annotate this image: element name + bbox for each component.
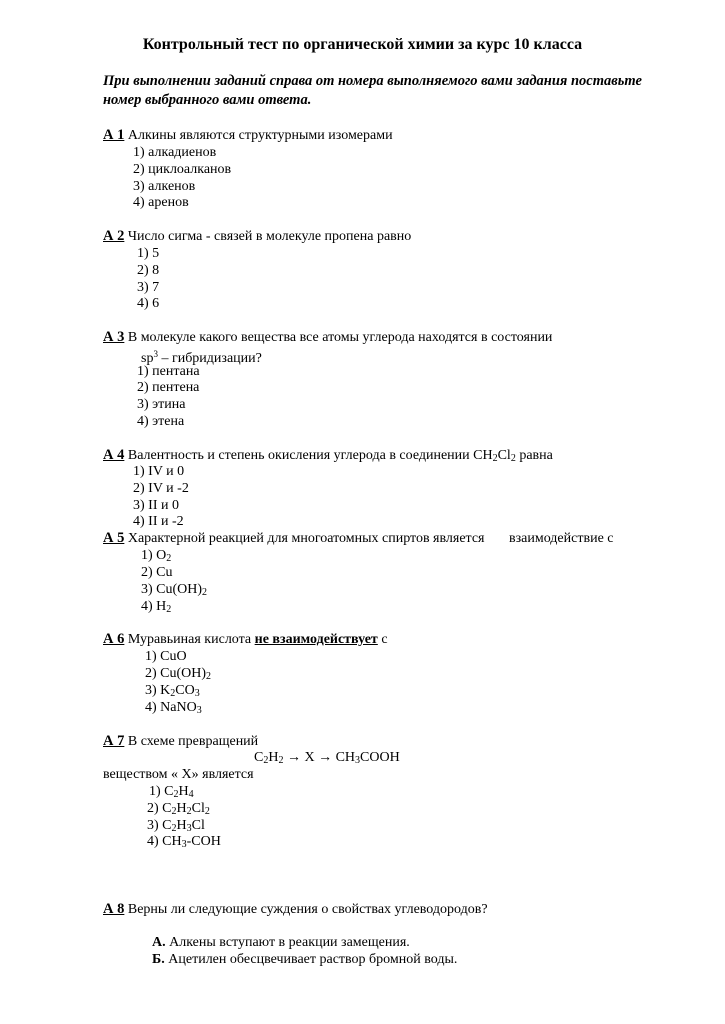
question-a8 bbox=[103, 901, 488, 918]
question-text: В молекуле какого вещества все атомы углерода находятся в состоянии bbox=[127, 330, 553, 345]
reaction-scheme: $C_2H_2 \to X$ → $CH_3COOH$ bbox=[254, 750, 400, 766]
question-text-continued: $sp^3$ – гибридизации? bbox=[141, 349, 262, 366]
instructions bbox=[103, 72, 683, 110]
statement-a: А. Алкены вступают в реакции замещения. bbox=[152, 935, 410, 950]
statement-b: Б. Ацетилен обесцвечивает раствор бромной воды. bbox=[152, 952, 458, 967]
question-a1 bbox=[103, 127, 393, 144]
option: 2) IV и -2 bbox=[133, 481, 189, 496]
option: 2) пентена bbox=[137, 380, 200, 395]
question-text: Муравьиная кислота не взаимодействует с bbox=[127, 632, 388, 647]
option: 3) $K_2CO_3$ bbox=[145, 683, 200, 699]
question-number: А 8 bbox=[103, 901, 125, 917]
instruction-line-1: При выполнении заданий справа от номера выполняемого вами задания поставьте bbox=[103, 73, 642, 89]
question-a5 bbox=[103, 530, 614, 547]
question-text: Характерной реакцией для многоатомных спиртов является взаимодействие с bbox=[127, 531, 614, 546]
option: 3) 7 bbox=[137, 280, 160, 295]
question-text: Алкины являются структурными изомерами bbox=[127, 128, 393, 143]
option: 3) алкенов bbox=[133, 179, 196, 194]
option: 2) $Cu(OH)_2$ bbox=[145, 666, 212, 682]
question-text-continued: веществом « X» является bbox=[103, 767, 254, 782]
option: 1) CuO bbox=[145, 649, 187, 664]
question-number: А 6 bbox=[103, 631, 125, 647]
page-title: Контрольный тест по органической химии за курс 10 класса bbox=[142, 36, 583, 53]
question-number: А 2 bbox=[103, 228, 125, 244]
option: 3) $Cu(OH)_2$ bbox=[141, 582, 208, 598]
question-number: А 3 bbox=[103, 329, 125, 345]
option: 2) циклоалканов bbox=[133, 162, 232, 177]
question-a3 bbox=[103, 329, 552, 346]
option: 4) NaNO$_3$ bbox=[145, 700, 202, 716]
question-a7 bbox=[103, 733, 258, 750]
option: 1) IV и 0 bbox=[133, 464, 185, 479]
option: 3) $C_2H_3Cl$ bbox=[147, 818, 205, 834]
option: 1) алкадиенов bbox=[133, 145, 217, 160]
question-a2 bbox=[103, 228, 411, 245]
question-text: В схеме превращений bbox=[127, 734, 259, 749]
option: 3) этина bbox=[137, 397, 186, 412]
question-text: Валентность и степень окисления углерода в соединении $CH_2Cl_2$ равна bbox=[127, 448, 553, 464]
option: 4) $CH_3$-COH bbox=[147, 834, 221, 850]
option: 4) этена bbox=[137, 414, 185, 429]
option: 4) аренов bbox=[133, 195, 189, 210]
question-a6 bbox=[103, 631, 388, 648]
option: 4) II и -2 bbox=[133, 514, 184, 529]
instruction-line-2: номер выбранного вами ответа. bbox=[103, 92, 312, 108]
option: 4) 6 bbox=[137, 296, 160, 311]
option: 2) $C_2H_2Cl_2$ bbox=[147, 801, 210, 817]
option: 1) 5 bbox=[137, 246, 160, 261]
option: 2) 8 bbox=[137, 263, 160, 278]
question-text: Число сигма - связей в молекуле пропена равно bbox=[127, 229, 412, 244]
option: 1) $C_2H_4$ bbox=[149, 784, 194, 800]
question-text: Верны ли следующие суждения о свойствах углеводородов? bbox=[127, 902, 488, 917]
option: 3) II и 0 bbox=[133, 498, 179, 513]
question-number: А 1 bbox=[103, 127, 125, 143]
option: 1) пентана bbox=[137, 364, 200, 379]
option: 2) Cu bbox=[141, 565, 173, 580]
question-number: А 5 bbox=[103, 530, 125, 546]
option: 4) $H_2$ bbox=[141, 599, 172, 615]
question-number: А 7 bbox=[103, 733, 125, 749]
question-number: А 4 bbox=[103, 447, 125, 463]
option: 1) $O_2$ bbox=[141, 548, 172, 564]
